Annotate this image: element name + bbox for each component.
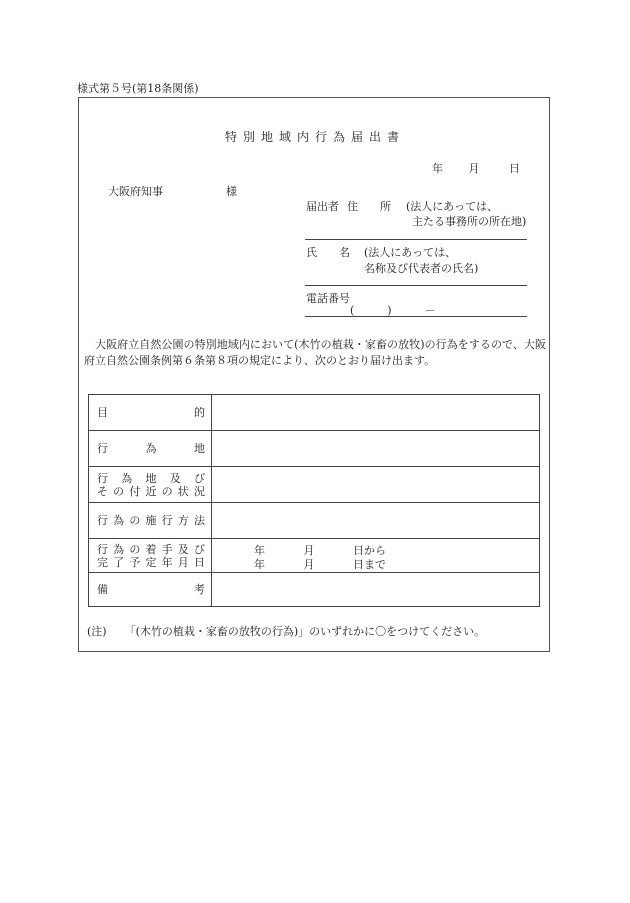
- document-title: 特別地域内行為届出書: [224, 130, 405, 144]
- address-label: 住 所: [347, 200, 391, 213]
- end-date-line: 年 月 日まで: [254, 558, 386, 571]
- phone-underline: [305, 316, 527, 317]
- addressee-honorific: 様: [226, 185, 237, 198]
- body-text: 大阪府立自然公園の特別地域内において(木竹の植栽・家畜の放牧)の行為をするので、大阪府立自然公園条例第６条第８項の規定により、次のとおり届け出ます。: [84, 338, 546, 367]
- address-note-line2: 主たる事務所の所在地): [412, 215, 527, 228]
- addressee-name: 大阪府知事: [108, 185, 163, 198]
- note-label: (注): [87, 625, 107, 638]
- form-code: 様式第５号(第18条関係): [77, 82, 199, 95]
- label-purpose: 目 的: [89, 395, 212, 431]
- date-day-label: 日: [509, 162, 520, 175]
- label-remarks: 備 考: [89, 573, 212, 607]
- name-label: 氏 名: [306, 246, 350, 259]
- address-underline: [305, 239, 527, 240]
- table-row-surroundings: [89, 467, 540, 503]
- address-note-line1: (法人にあっては、: [406, 200, 499, 213]
- value-location: [212, 431, 540, 467]
- value-surroundings: [212, 467, 540, 503]
- value-remarks: [212, 573, 540, 607]
- table-row-location: [89, 431, 540, 467]
- date-month-label: 月: [468, 162, 480, 175]
- name-note-line2: 名称及び代表者の氏名): [364, 262, 479, 275]
- phone-format: ( ) －: [350, 304, 436, 317]
- label-method: 行 為 の 施 行 方 法: [89, 503, 212, 539]
- items-table: [88, 394, 540, 607]
- phone-label: 電話番号: [306, 292, 350, 305]
- date-line: [432, 160, 520, 176]
- value-purpose: [212, 395, 540, 431]
- label-surroundings: 行 為 地 及 び そ の 付 近 の 状 況: [89, 467, 212, 503]
- table-row-purpose: [89, 395, 540, 431]
- table-row-dates: [89, 539, 540, 573]
- label-location: 行 為 地: [89, 431, 212, 467]
- table-row-method: [89, 503, 540, 539]
- label-dates: 行 為 の 着 手 及 び 完 了 予 定 年 月 日: [89, 539, 212, 573]
- table-row-remarks: [89, 573, 540, 607]
- value-method: [212, 503, 540, 539]
- note: [87, 623, 485, 639]
- date-year-label: 年: [432, 162, 443, 175]
- note-text: 「(木竹の植栽・家畜の放牧の行為)」のいずれかに〇をつけてください。: [124, 625, 486, 638]
- name-note-line1: (法人にあっては、: [364, 246, 457, 259]
- start-date-line: 年 月 日から: [254, 544, 386, 557]
- notifier-label: 届出者: [306, 200, 339, 213]
- name-underline: [305, 285, 527, 286]
- value-dates: [212, 539, 540, 573]
